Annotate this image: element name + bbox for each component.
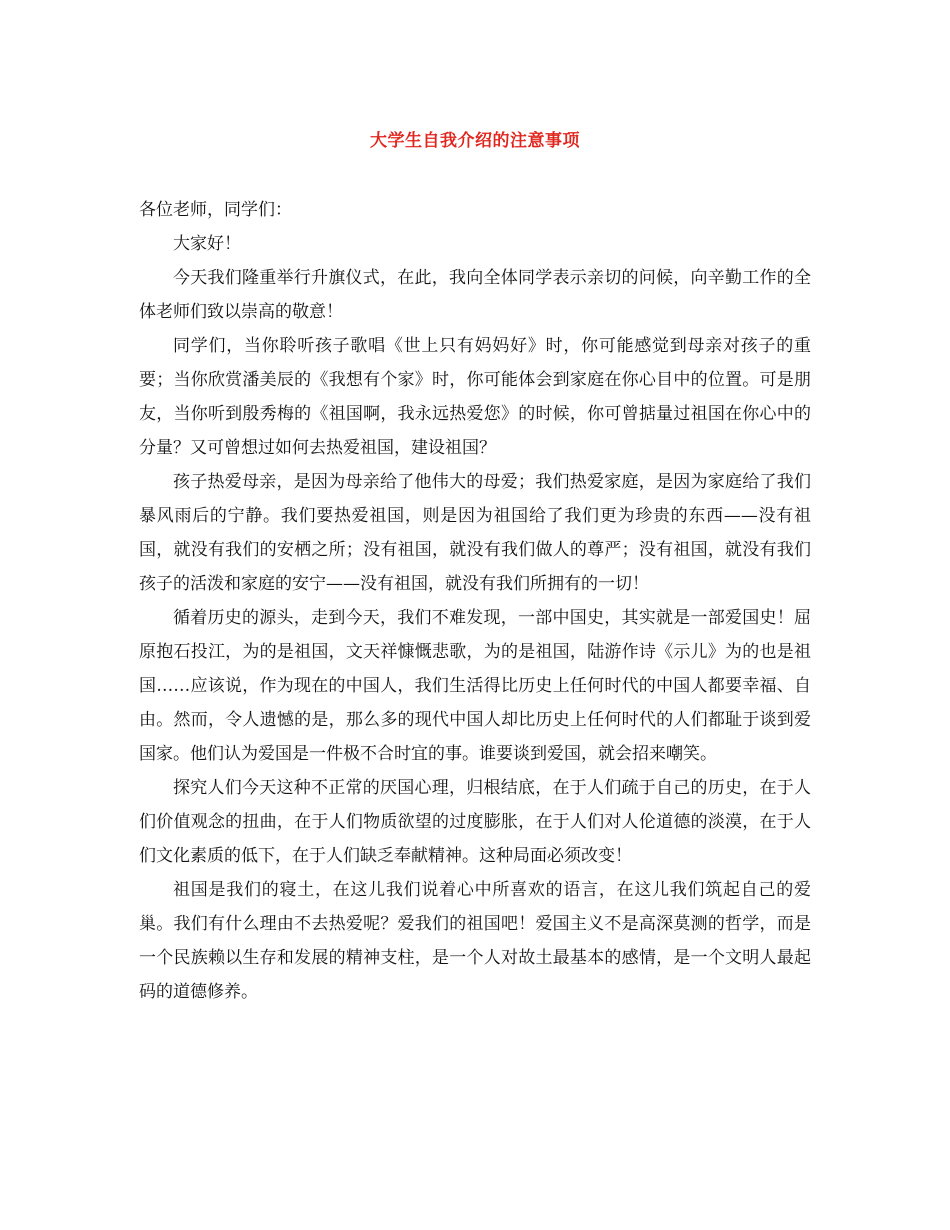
- paragraph-causes: 探究人们今天这种不正常的厌国心理，归根结底，在于人们疏于自己的历史，在于人们价值观念的扭曲，在于人们物质欲望的过度膨胀，在于人们对人伦道德的淡漠，在于人们文化素质的低下，在于人们缺乏奉献精神。这种局面必须改变！: [139, 778, 811, 866]
- paragraph-songs: 同学们，当你聆听孩子歌唱《世上只有妈妈好》时，你可能感觉到母亲对孩子的重要；当你欣赏潘美辰的《我想有个家》时，你可能体会到家庭在你心目中的位置。可是朋友，当你听到殷秀梅的《祖国啊，我永远热爱您》的时候，你可曾掂量过祖国在你心中的分量？又可曾想过如何去热爱祖国，建设祖国？: [139, 336, 811, 458]
- paragraph-history: 循着历史的源头，走到今天，我们不难发现，一部中国史，其实就是一部爱国史！屈原抱石投江，为的是祖国，文天祥慷慨悲歌，为的是祖国，陆游作诗《示儿》为的也是祖国……应该说，作为现在的中国人，我们生活得比历史上任何时代的中国人都要幸福、自由。然而，令人遗憾的是，那么多的现代中国人却比历史上任何时代的人们都耻于谈到爱国家。他们认为爱国是一件极不合时宜的事。谁要谈到爱国，就会招来嘲笑。: [139, 608, 811, 764]
- paragraph-love-reasons: 孩子热爱母亲，是因为母亲给了他伟大的母爱；我们热爱家庭，是因为家庭给了我们暴风雨后的宁静。我们要热爱祖国，则是因为祖国给了我们更为珍贵的东西——没有祖国，就没有我们的安栖之所；没有祖国，就没有我们做人的尊严；没有祖国，就没有我们孩子的活泼和家庭的安宁——没有祖国，就没有我们所拥有的一切！: [139, 472, 811, 594]
- paragraph-ceremony: 今天我们隆重举行升旗仪式，在此，我向全体同学表示亲切的问候，向辛勤工作的全体老师们致以崇高的敬意！: [139, 268, 811, 322]
- paragraph-conclusion: 祖国是我们的寝土，在这儿我们说着心中所喜欢的语言，在这儿我们筑起自己的爱巢。我们有什么理由不去热爱呢？爱我们的祖国吧！爱国主义不是高深莫测的哲学，而是一个民族赖以生存和发展的精神支柱，是一个人对故土最基本的感情，是一个文明人最起码的道德修养。: [139, 880, 811, 1002]
- document-title: 大学生自我介绍的注意事项: [370, 131, 580, 151]
- paragraph-greeting: 大家好！: [173, 234, 241, 254]
- document-body: [139, 193, 811, 1009]
- salutation: 各位老师，同学们：: [139, 200, 292, 220]
